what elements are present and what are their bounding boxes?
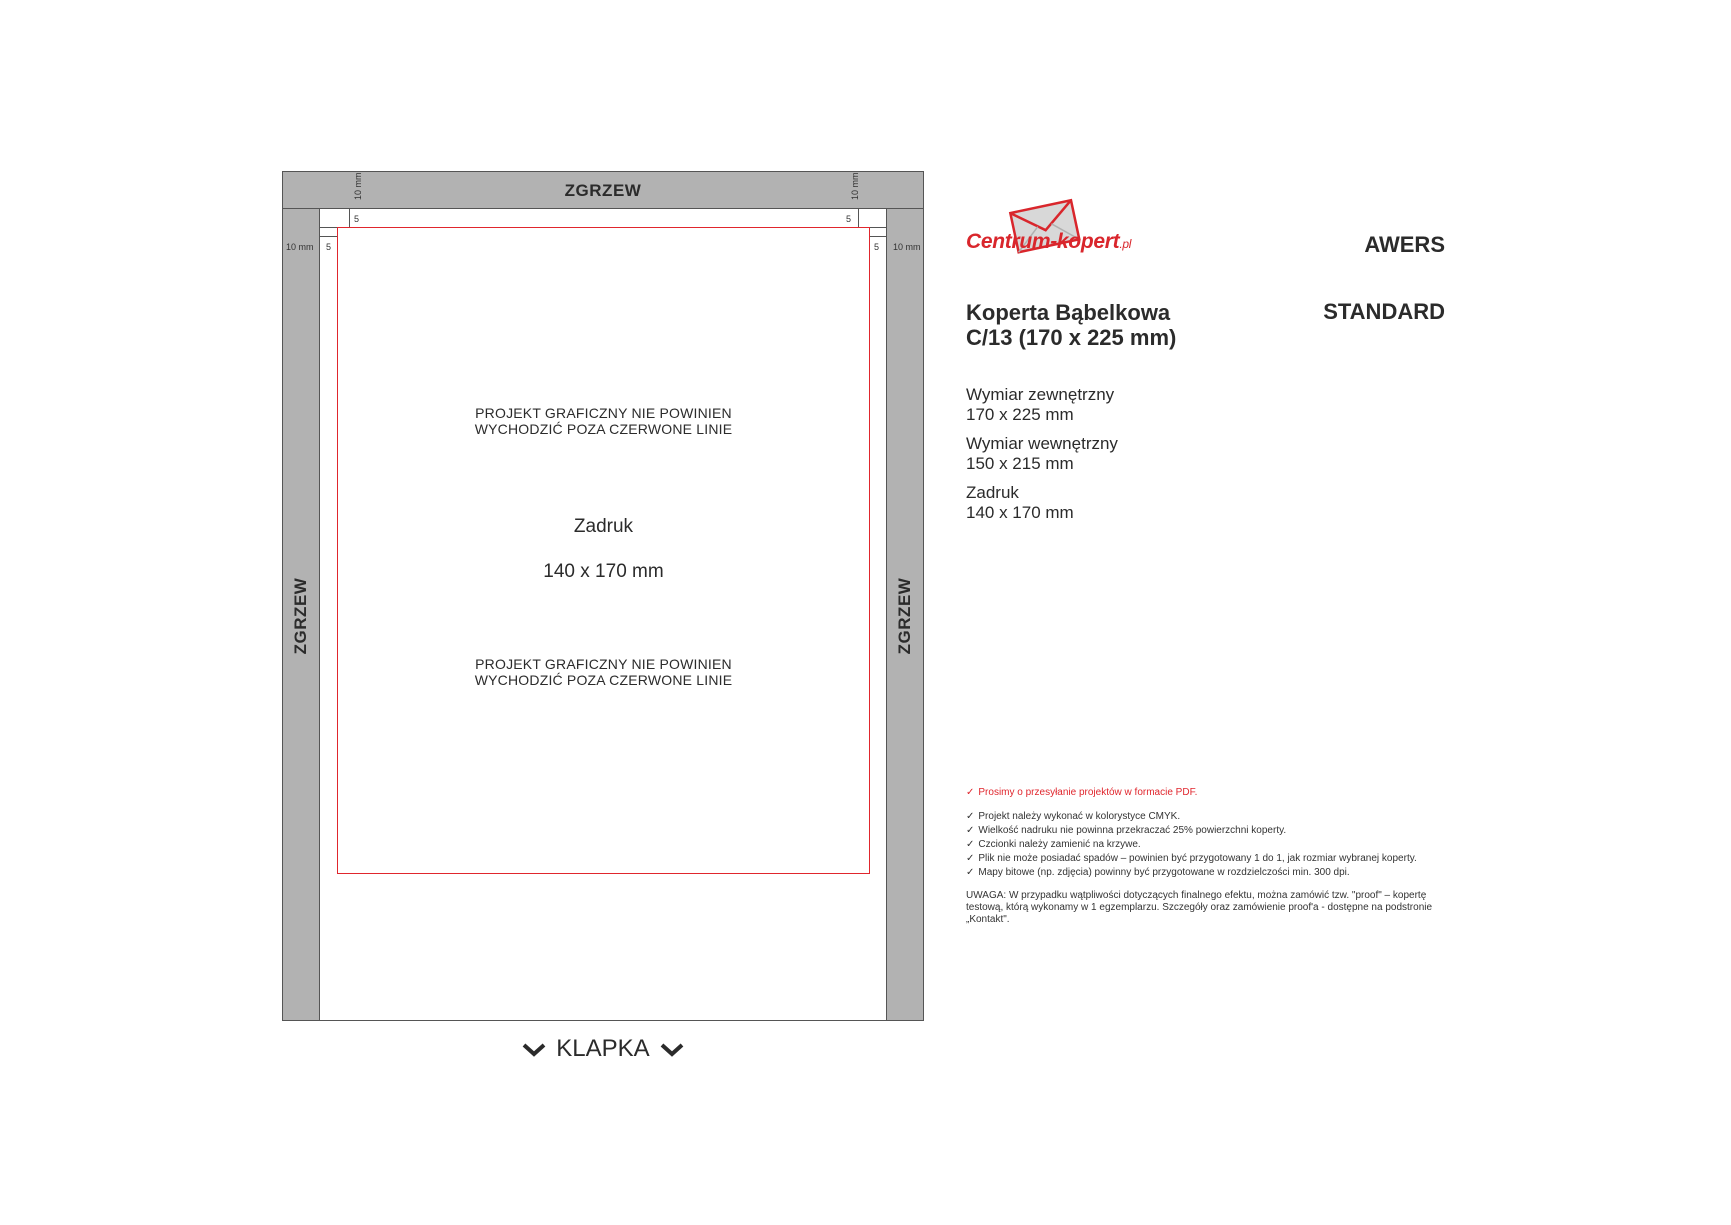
guide-line — [858, 209, 859, 228]
print-area-red-guide — [337, 227, 870, 874]
dim-label-top-right-10mm: 10 mm — [850, 172, 860, 200]
dim-label-top-left-5: 5 — [354, 214, 360, 224]
spec-print-size — [966, 483, 1074, 523]
seal-label-left: ZGRZEW — [291, 577, 310, 655]
flap-indicator — [282, 1035, 924, 1063]
note-item: ✓ Wielkość nadruku nie powinna przekraczać 25% powierzchni koperty. — [966, 824, 1446, 838]
design-warning-line-1: PROJEKT GRAFICZNY NIE POWINIEN — [475, 656, 732, 672]
note-pdf: ✓ Prosimy o przesyłanie projektów w formacie PDF. — [966, 786, 1446, 800]
guide-line — [870, 227, 887, 228]
design-warning-line-2: WYCHODZIĆ POZA CZERWONE LINIE — [474, 421, 733, 437]
dim-label-left-5: 5 — [326, 242, 332, 252]
note-item: ✓ Plik nie może posiadać spadów – powinien być przygotowany 1 do 1, jak rozmiar wybranej koperty. — [966, 852, 1446, 866]
design-warning-line-2: WYCHODZIĆ POZA CZERWONE LINIE — [474, 672, 733, 688]
note-item: ✓ Mapy bitowe (np. zdjęcia) powinny być przygotowane w rozdzielczości min. 300 dpi. — [966, 866, 1446, 880]
guide-line — [349, 209, 350, 228]
dim-label-top-right-5: 5 — [846, 214, 852, 224]
spec-value: 140 x 170 mm — [966, 503, 1074, 522]
note-warning: UWAGA: W przypadku wątpliwości dotyczących finalnego efektu, można zamówić tzw. "proof" – kopertę testową, którą wykonamy w 1 egzemplarzu. Szczegóły oraz zamówienie proof'a - dostępne na podstronie „Kontakt". — [966, 890, 1433, 925]
brand-logo — [966, 196, 1146, 266]
note-item: ✓ Czcionki należy zamienić na krzywe. — [966, 838, 1446, 852]
spec-value: 150 x 215 mm — [966, 454, 1074, 473]
design-warning-bottom — [337, 656, 870, 688]
print-guidelines — [966, 786, 1446, 926]
note-item: ✓ Projekt należy wykonać w kolorystyce CMYK. — [966, 810, 1446, 824]
print-area-label: Zadruk — [573, 516, 634, 537]
seal-label-right: ZGRZEW — [895, 577, 914, 655]
spec-label: Zadruk — [966, 483, 1019, 502]
product-title-line-2: C/13 (170 x 225 mm) — [966, 325, 1177, 350]
guide-line — [870, 236, 887, 237]
guide-line — [320, 236, 337, 237]
seal-label-top: ZGRZEW — [564, 181, 642, 200]
dim-label-right-5: 5 — [874, 242, 880, 252]
design-warning-line-1: PROJEKT GRAFICZNY NIE POWINIEN — [475, 405, 732, 421]
spec-outer-size — [966, 385, 1114, 425]
dim-label-top-left-10mm: 10 mm — [353, 172, 363, 200]
flap-label: KLAPKA — [556, 1035, 650, 1062]
guide-line — [320, 227, 337, 228]
dim-label-left-10mm: 10 mm — [286, 242, 314, 252]
product-title — [966, 300, 1176, 350]
side-awers: AWERS — [1364, 232, 1445, 257]
spec-label: Wymiar zewnętrzny — [966, 385, 1115, 404]
brand-name: Centrum-kopert.pl — [966, 230, 1132, 253]
side-variant: STANDARD — [1323, 299, 1445, 324]
spec-value: 170 x 225 mm — [966, 405, 1074, 424]
design-warning-top — [337, 405, 870, 437]
product-title-line-1: Koperta Bąbelkowa — [966, 300, 1171, 325]
spec-label: Wymiar wewnętrzny — [966, 434, 1118, 453]
chevron-down-icon — [650, 1035, 694, 1062]
print-area-size: 140 x 170 mm — [543, 561, 664, 582]
spec-inner-size — [966, 434, 1118, 474]
chevron-down-icon — [512, 1035, 556, 1062]
dim-label-right-10mm: 10 mm — [893, 242, 921, 252]
